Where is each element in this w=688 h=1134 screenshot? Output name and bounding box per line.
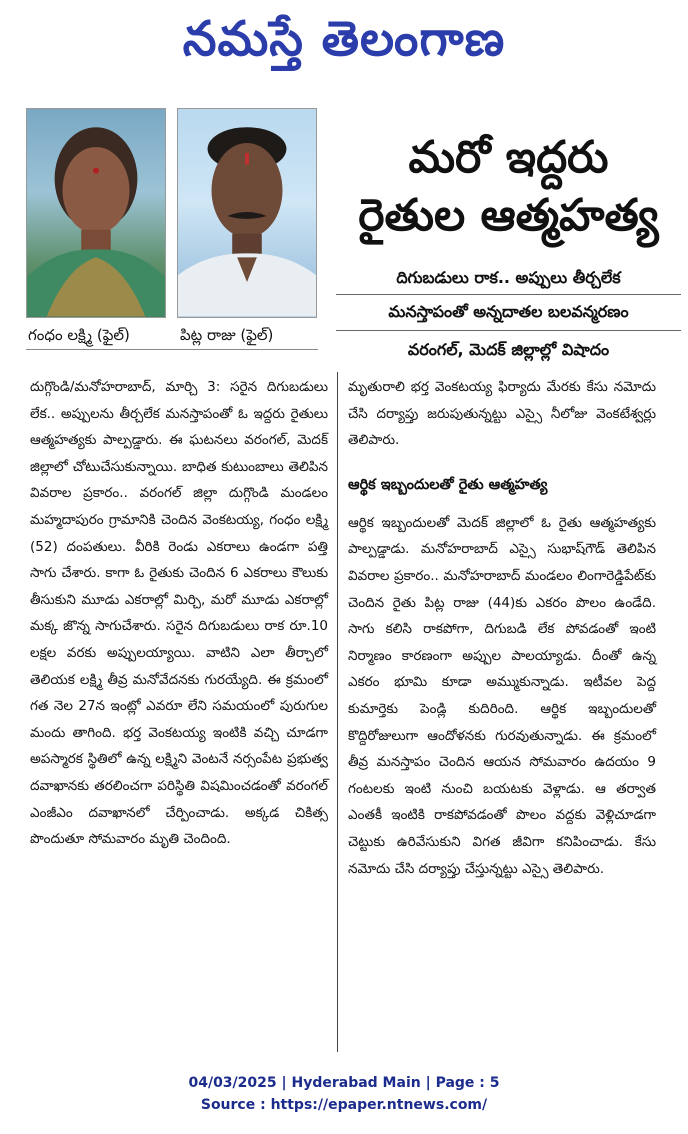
footer-edition-info: 04/03/2025 | Hyderabad Main | Page : 5 <box>188 1075 500 1091</box>
article-paragraph: మృతురాలి భర్త వెంకటయ్య ఫిర్యాదు మేరకు కేసు నమోదు చేసి దర్యాప్తు జరుపుతున్నట్టు ఎస్సై నీలోజు వెంకటేశ్వర్లు తెలిపారు. <box>348 379 656 449</box>
article-paragraph: ఆర్థిక ఇబ్బందులతో మెదక్ జిల్లాలో ఓ రైతు ఆత్మహత్యకు పాల్పడ్డాడు. మనోహరాబాద్ ఎస్సై సుభాష్‌గౌడ్ తెలిపిన వివరాల ప్రకారం.. మనోహరాబాద్ మండలం లింగారెడ్డిపేట్‌కు చెందిన రైతు పిట్ల రాజు (44)కు ఎకరం పొలం ఉండేది. సాగు కలిసి రాకపోగా, దిగుబడి లేక పోవడంతో ఇంటి నిర్మాణం కారణంగా అప్పుల పాలయ్యాడు. దీంతో ఉన్న ఎకరం భూమి కూడా అమ్ముకున్నాడు. ఇటీవల పెద్ద కుమార్తెకు పెండ్లి కుదిరింది. ఆర్థిక ఇబ్బందులతో కొద్దిరోజులుగా ఆందోళనకు గురవుతున్నాడు. ఈ క్రమంలో తీవ్ర మనస్తాపం చెందిన ఆయన సోమవారం ఉదయం 9 గంటలకు ఇంటి నుంచి బయటకు వెళ్లాడు. ఆ తర్వాత ఎంతకీ ఇంటికి రాకపోవడంతో పొలం వద్దకు వెళ్లిచూడగా చెట్టుకు ఉరివేసుకుని విగత జీవిగా కనిపించాడు. కేసు నమోదు చేసి దర్యాప్తు చేస్తున్నట్టు ఎస్సై తెలిపారు. <box>348 514 656 877</box>
article-left-column <box>30 374 328 853</box>
subhead-1: దిగుబడులు రాక.. అప్పులు తీర్చలేక <box>396 268 621 287</box>
subhead-3: వరంగల్, మెదక్ జిల్లాల్లో విషాదం <box>407 340 610 359</box>
newspaper-masthead: నమస్తే తెలంగాణ <box>182 11 506 67</box>
subhead-divider <box>336 294 681 295</box>
photo-gandham-lakshmi <box>26 108 166 318</box>
photo-caption-right: పిట్ల రాజు (ఫైల్) <box>180 326 274 344</box>
headline-line-1: మరో ఇద్దరు <box>408 132 609 183</box>
caption-divider <box>26 349 318 350</box>
man-portrait-icon <box>178 109 316 317</box>
subhead-divider <box>336 330 681 331</box>
woman-portrait-icon <box>27 109 165 317</box>
subhead-2: మనస్తాపంతో అన్నదాతల బలవన్మరణం <box>388 302 629 321</box>
photo-caption-left: గంధం లక్ష్మి (ఫైల్) <box>28 326 130 344</box>
photo-pitla-raju <box>177 108 317 318</box>
article-right-column <box>348 374 656 882</box>
column-divider <box>337 372 338 1052</box>
article-paragraph: దుగ్గొండి/మనోహరాబాద్, మార్చి 3: సరైన దిగుబడులు లేక.. అప్పులను తీర్చలేక మనస్తాపంతో ఓ ఇద్దరు రైతులు ఆత్మహత్యకు పాల్పడ్డారు. ఈ ఘటనలు వరంగల్, మెదక్ జిల్లాలో చోటుచేసుకున్నాయి. బాధిత కుటుంబాలు తెలిపిన వివరాల ప్రకారం.. వరంగల్ జిల్లా దుగ్గొండి మండలం మహ్మదాపురం గ్రామానికి చెందిన వెంకటయ్య, గంధం లక్ష్మి (52) దంపతులు. వీరికి రెండు ఎకరాలు ఉండగా పత్తి సాగు చేశారు. కాగా ఓ రైతుకు చెందిన 6 ఎకరాలు కౌలుకు తీసుకుని మూడు ఎకరాల్లో మిర్చి, మరో మూడు ఎకరాల్లో మక్క జొన్న సాగుచేశారు. సరైన దిగుబడులు రాక రూ.10 లక్షల వరకు అప్పులయ్యాయి. వాటిని ఎలా తీర్చాలో తెలియక లక్ష్మి తీవ్ర మనోవేదనకు గురయ్యేది. ఈ క్రమంలో గత నెల 27న ఇంట్లో ఎవరూ లేని సమయంలో పురుగుల మందు తాగింది. భర్త వెంకటయ్య ఇంటికి వచ్చి చూడగా అపస్మారక స్థితిలో ఉన్న లక్ష్మిని వెంటనే నర్సంపేట ప్రభుత్వ దవాఖానకు తరలించగా పరిస్థితి విషమించడంతో వరంగల్ ఎంజీఎం దవాఖానలో చేర్పించాడు. అక్కడ చికిత్స పొందుతూ సోమవారం మృతి చెందింది. <box>30 379 328 848</box>
footer-source-link[interactable]: Source : https://epaper.ntnews.com/ <box>200 1097 488 1113</box>
headline-line-2: రైతుల ఆత్మహత్య <box>358 190 659 241</box>
section-heading: ఆర్థిక ఇబ్బందులతో రైతు ఆత్మహత్య <box>348 476 548 493</box>
